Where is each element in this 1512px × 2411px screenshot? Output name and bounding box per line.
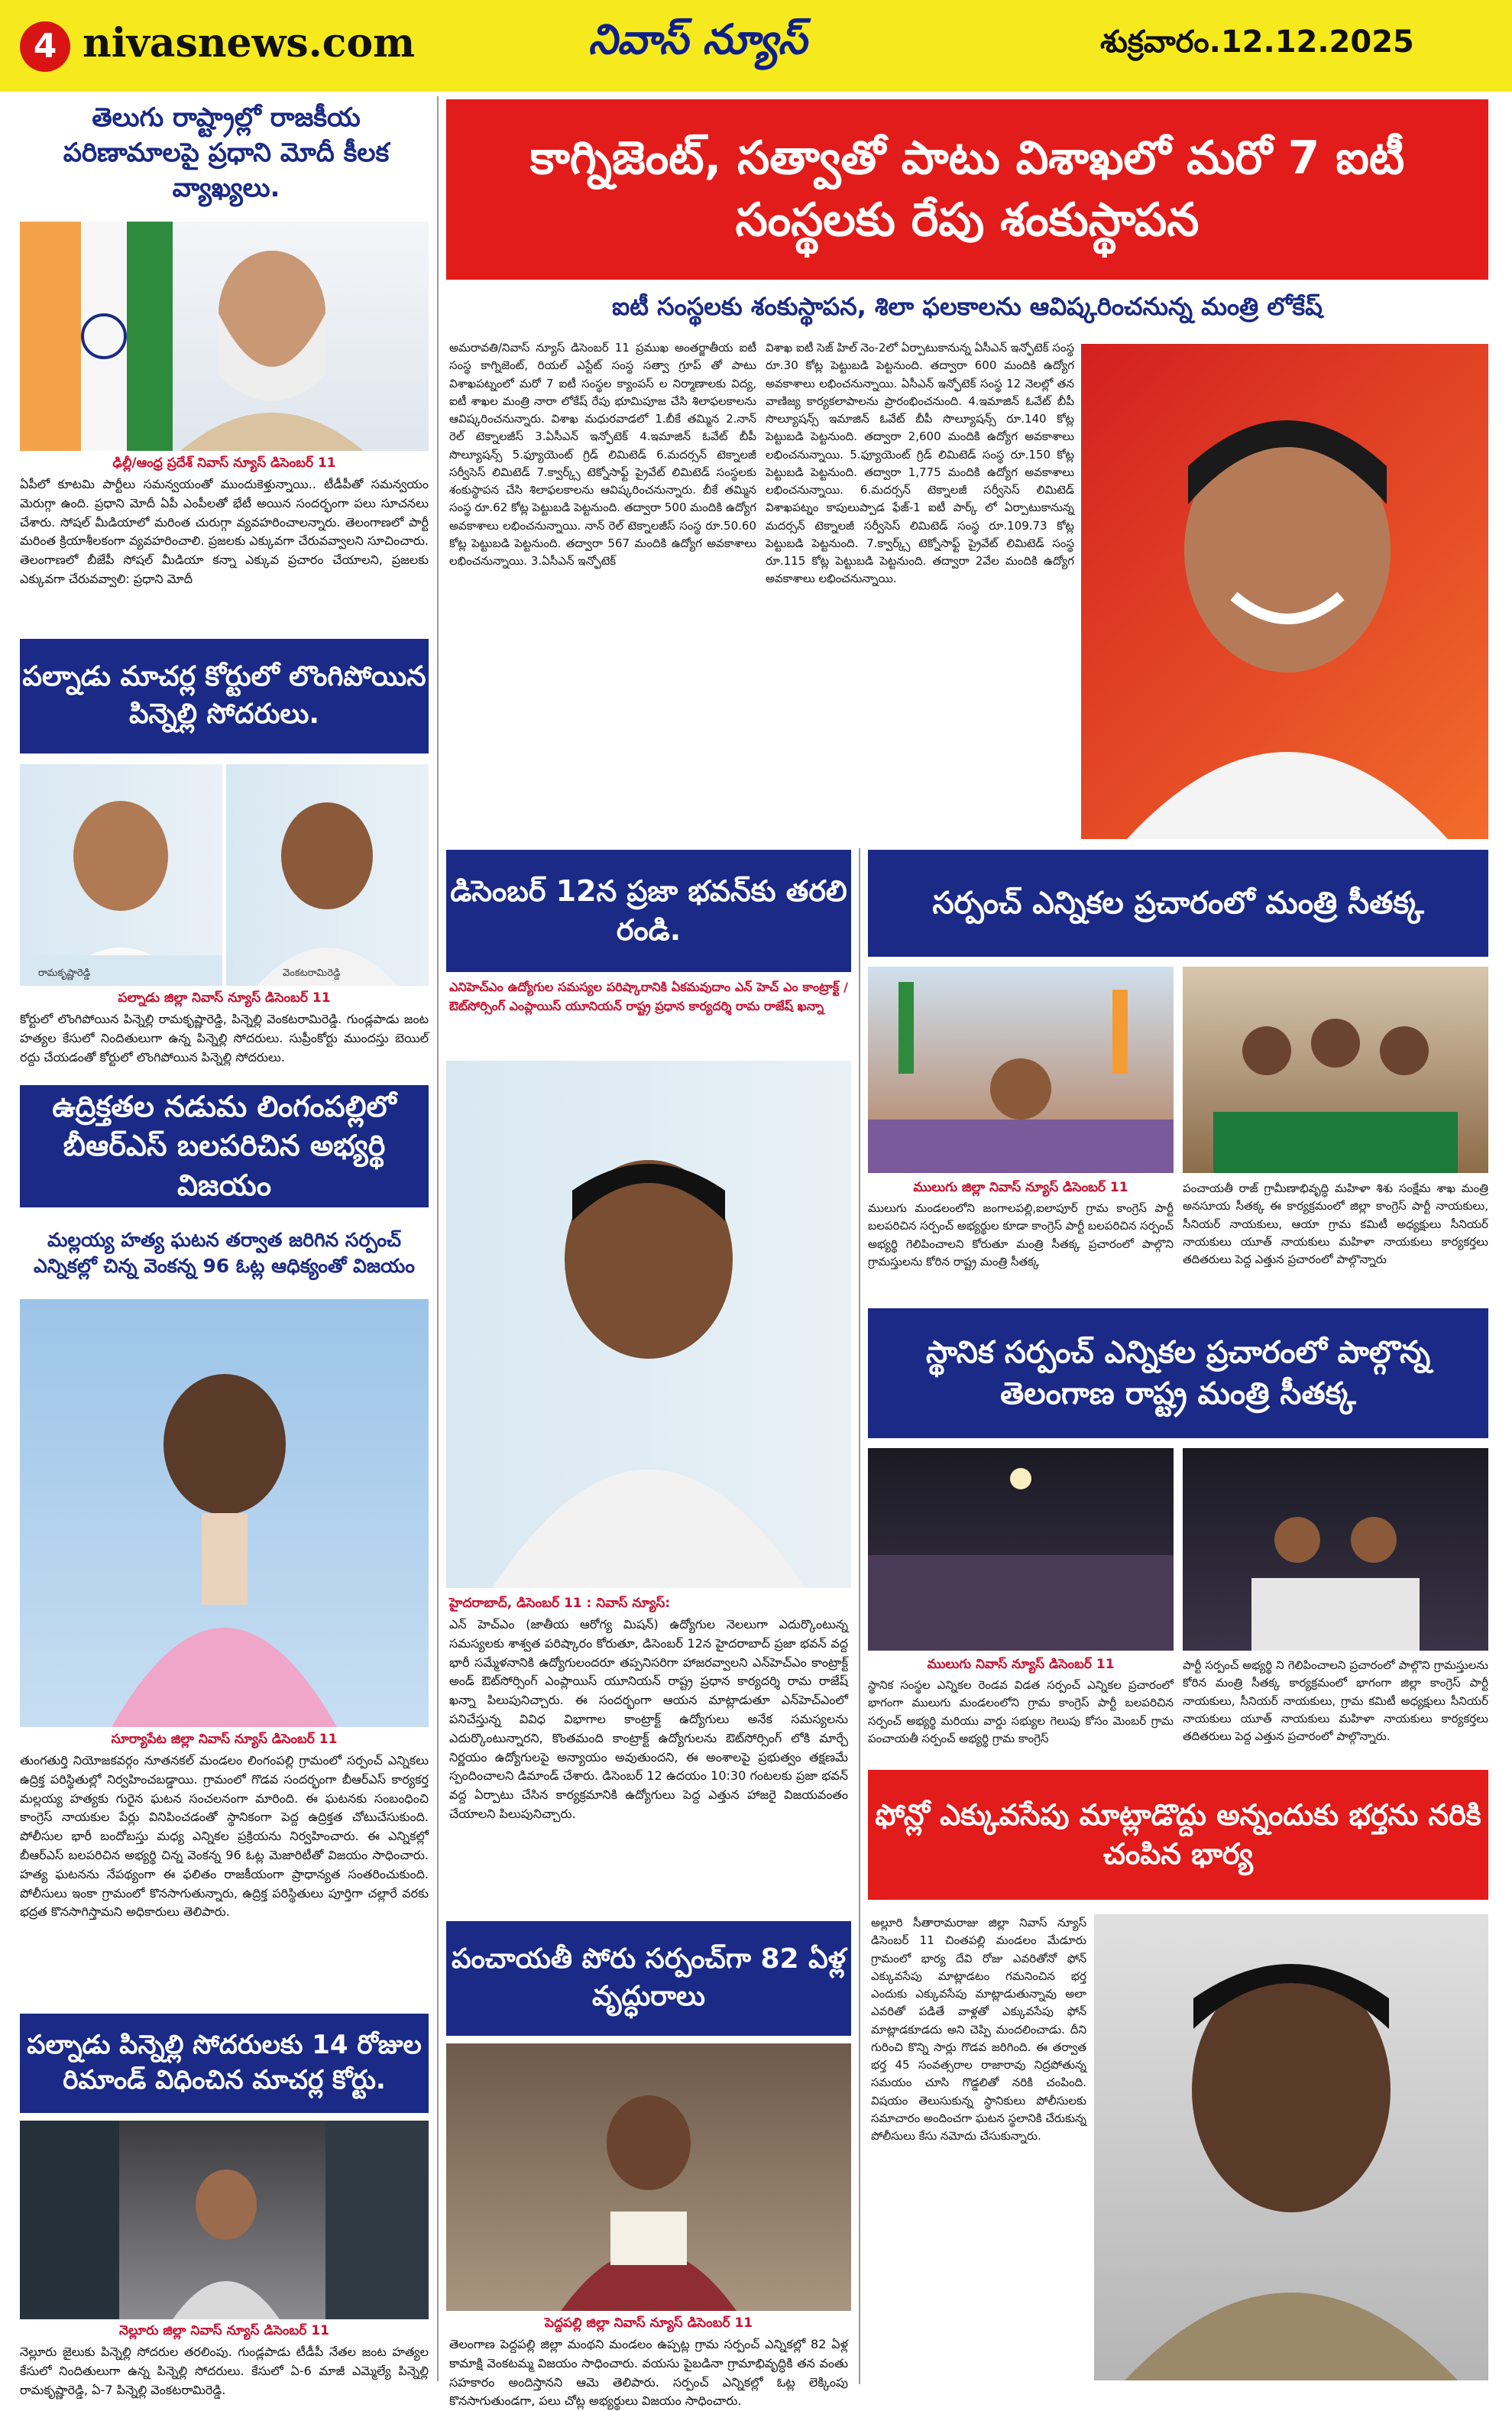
lokesh-photo <box>1081 344 1488 839</box>
pinnelli-remand-headline: పల్నాడు పిన్నెల్లి సోదరులకు 14 రోజుల రిమాండ్ విధించిన మాచర్ల కోర్టు. <box>20 2014 429 2113</box>
praja-headline: డిసెంబర్ 12న ప్రజా భవన్‌కు తరలి రండి. <box>446 850 851 972</box>
seethakka-campaign-body-left: ములుగు మండలంలోని జంగాలపల్లి,ఐలాపూర్ గ్రామ కాంగ్రెస్ పార్టీ బలపరిచిన సర్పంచ్ అభ్యర్థుల కూడా కాంగ్రెస్ పార్టీ బలపరిచిన సర్పంచ్ అభ్యర్థి గెలిపించాలని కోరుతూ మంత్రి సీతక్క ప్రచారంలో పాల్గొని గ్రామస్తులను కోరిన రాష్ట్ర మంత్రి సీతక్క <box>868 1201 1174 1269</box>
seethakka-local-body-left: స్థానిక సంస్థల ఎన్నికల రెండవ విడత సర్పంచ్ ఎన్నికల ప్రచారంలో భాగంగా ములుగు మండలంలోని గ్రామ కాంగ్రెస్ పార్టీ బలపరిచిన సర్పంచ్ అభ్యర్థి మరియు వార్డు సభ్యుల గెలుపు కోసం మెంబర్ గ్రామ పంచాయతీ సర్పంచ్ అభ్యర్థి గ్రామ కాంగ్రెస్ <box>868 1678 1174 1745</box>
pinnelli-remand-photo <box>20 2121 429 2319</box>
brs-subheadline: మల్లయ్య హత్య ఘటన తర్వాత జరిగిన సర్పంచ్ ఎన్నికల్లో చిన్న వెంకన్న 96 ఓట్ల ఆధిక్యంతో విజయం <box>34 1229 415 1277</box>
pinnelli-remand-dateline: నెల్లూరు జిల్లా నివాస్ న్యూస్ డిసెంబర్ 11 <box>119 2323 329 2338</box>
page-number: 4 <box>20 21 70 72</box>
panchayat-dateline: పెద్దపల్లి జిల్లా నివాస్ న్యూస్ డిసెంబర్ 11 <box>544 2315 753 2331</box>
seethakka-local-body-right: పార్టీ సర్పంచ్ అభ్యర్థి ని గెలిపించాలని ప్రచారంలో పాల్గొని గ్రామస్తులను కోరిన మంత్రి సీతక్క కార్యక్రమంలో భాగంగా జిల్లా కాంగ్రెస్ పార్టీ నాయకులు, సీనియర్ నాయకులు, గ్రామ కమిటీ అధ్యక్షులు సీనియర్ నాయకులు యూత్ నాయకులు మహిళా నాయకులు కార్యకర్తలు తదితరులు పెద్ద ఎత్తున ప్రచారంలో పాల్గొన్నారు. <box>1183 1658 1488 1743</box>
pinnelli-surrender-body: కోర్టులో లొంగిపోయిన పిన్నెల్లి రామకృష్ణారెడ్డి, పిన్నెల్లి వెంకటరామిరెడ్డి. గుండ్లపాడు జంట హత్యల కేసులో నిందితులుగా ఉన్న పిన్నెల్లి సోదరులు. సుప్రీంకోర్టు ముందస్తు బెయిల్ రద్దు చేయడంతో కోర్టులో లొంగిపోయిన పిన్నెల్లి సోదరులు. <box>20 1012 429 1065</box>
brs-dateline: సూర్యాపేట జిల్లా నివాస్ న్యూస్ డిసెంబర్ 11 <box>111 1732 338 1747</box>
praja-dateline: హైదరాబాద్, డిసెంబర్ 11 : నివాస్ న్యూస్: <box>449 1596 671 1611</box>
pinnelli-remand-body: నెల్లూరు జైలుకు పిన్నెల్లి సోదరుల తరలింపు. గుండ్లపాడు టీడీపీ నేతల జంట హత్యల కేసులో నిందితులుగా ఉన్న పిన్నెల్లి సోదరులు. కేసులో ఏ-6 మాజీ ఎమ్మెల్యే పిన్నెల్లి రామకృష్ణారెడ్డి, ఏ-7 పిన్నెల్లి వెంకటరామిరెడ్డి. <box>20 2345 429 2397</box>
brs-body: తుంగతుర్తి నియోజకవర్గం నూతనకల్ మండలం లింగంపల్లి గ్రామంలో సర్పంచ్ ఎన్నికలు ఉద్రిక్త పరిస్థితుల్లో నిర్వహించబడ్డాయి. గ్రామంలో గొడవ సందర్భంగా బీఆర్ఎస్ కార్యకర్త మల్లయ్య హత్యకు గురైన ఘటన సంచలనంగా మారింది. ఈ ఘటనకు సంబంధించి కాంగ్రెస్ నాయకుల పేర్లు వినిపించడంతో స్థానికంగా పెద్ద ఉద్రిక్తత చోటుచేసుకుంది. పోలీసుల భారీ బందోబస్తు మధ్య ఎన్నికల ప్రక్రియను నిర్వహించారు. ఈ ఎన్నికల్లో బీఆర్ఎస్ బలపరిచిన అభ్యర్థి చిన్న వెంకన్న 96 ఓట్ల మెజారిటీతో విజయం సాధించారు. హత్య ఘటనను నేపథ్యంగా ఈ ఫలితం రాజకీయంగా ప్రాధాన్యత సంతరించుకుంది. పోలీసులు ఇంకా గ్రామంలో కొనసాగుతున్నారు, ఉద్రిక్త పరిస్థితులు పూర్తిగా చల్లారే వరకు భద్రత కొనసాగిస్తామని అధికారులు తెలిపారు. <box>20 1753 429 1920</box>
caption-ramakrishna: రామకృష్ణారెడ్డి <box>38 967 91 979</box>
main-body-col1: అమరావతి/నివాస్ న్యూస్ డిసెంబర్ 11 ప్రముఖ అంతర్జాతీయ ఐటీ సంస్థ కాగ్నిజెంట్, రియల్ ఎస్టేట్ సంస్థ సత్వా గ్రూప్ తో పాటు విశాఖపట్నంలో మరో 7 ఐటీ సంస్థల క్యాంపస్ ల నిర్మాణాలకు విద్య, ఐటీ శాఖల మంత్రి నారా లోకేష్ రేపు భూమిపూజ చేసి శిలాఫలకాలను ఆవిష్కరించనున్నారు. విశాఖ మధురవాడలో 1.బీకే తమ్మిన 2.నాన్ రెల్ టెక్నాలజీస్ 3.ఏసీఎన్ ఇన్ఫోటెక్ 4.ఇమాజిన్ ఓవేట్ బీపీ సొల్యూషన్స్ 5.ఫ్యూయెంట్ గ్రిడ్ లిమిటెడ్ 6.మదర్సన్ టెక్నాలజీ సర్వీసెస్ లిమిటెడ్ 7.క్వార్క్స్ టెక్నోసాఫ్ట్ ప్రైవేట్ లిమిటెడ్ సంస్థలకు శంకుస్థాపన చేసి శిలాఫలకాలను ఆవిష్కరించనున్నారు. బీకే తమ్మిన సంస్థ రూ.62 కోట్ల పెట్టుబడి పెట్టనుంది. తద్వారా 500 మందికి ఉద్యోగ అవకాశాలు లభించనున్నాయి. నాన్ రెల్ టెక్నాలజీస్ సంస్థ రూ.50.60 కోట్ల పెట్టుబడి పెట్టనుంది. తద్వారా 567 మందికి ఉద్యోగ అవకాశాలు లభించనున్నాయి. 3.ఏసీఎన్ ఇన్ఫోటెక్ <box>449 341 756 568</box>
masthead-title: నివాస్ న్యూస్ <box>588 15 808 63</box>
seethakka-campaign-headline: సర్పంచ్ ఎన్నికల ప్రచారంలో మంత్రి సీతక్క <box>868 850 1488 957</box>
seethakka-night-crowd-photo <box>868 1448 1174 1651</box>
issue-date: శుక్రవారం.12.12.2025 <box>1100 24 1414 60</box>
wife-headline: ఫోన్లో ఎక్కువసేపు మాట్లాడొద్దు అన్నందుకు భర్తను నరికి చంపిన భార్య <box>868 1770 1488 1900</box>
praja-body: ఎన్ హెచ్ఎం (జాతీయ ఆరోగ్య మిషన్) ఉద్యోగుల నెలలుగా ఎదుర్కొంటున్న సమస్యలకు శాశ్వత పరిష్కారం కోరుతూ, డిసెంబర్ 12న హైదరాబాద్ ప్రజా భవన్ వద్ద భారీ సమ్మేళనానికి ఉద్యోగులందరూ తప్పనిసరిగా హాజరవ్వాలని ఎన్‌హెచ్ఎం కాంట్రాక్ట్ అండ్ ఔట్‌సోర్సింగ్ ఎంప్లాయిస్ యూనియన్ రాష్ట్ర ప్రధాన కార్యదర్శి రామ రాజేష్ ఖన్నా పిలుపునిచ్చారు. ఈ సందర్భంగా ఆయన మాట్లాడుతూ ఎన్‌హెచ్ఎంలో పనిచేస్తున్న వివిధ విభాగాల కాంట్రాక్ట్ ఉద్యోగులు అనేక సమస్యలను ఎదుర్కొంటున్నారని, కొంతమంది కాంట్రాక్ట్ ఉద్యోగులను ఔట్‌సోర్సింగ్ లోకి మార్చే నిర్ణయం ఉద్యోగులపై అన్యాయం అవుతుందని, ఈ అంశాలపై ప్రభుత్వం తక్షణమే స్పందించాలని డిమాండ్ చేశారు. డిసెంబర్ 12 ఉదయం 10:30 గంటలకు ప్రజా భవన్ వద్ద ఏర్పాటు చేసిన కార్యక్రమానికి ఉద్యోగులు పెద్ద ఎత్తున హాజరై విజయవంతం చేయాలని పిలుపునిచ్చారు. <box>449 1617 848 1821</box>
column-divider-2 <box>859 848 860 2384</box>
praja-leader-photo <box>446 1061 851 1588</box>
seethakka-local-headline: స్థానిక సర్పంచ్ ఎన్నికల ప్రచారంలో పాల్గొన్న తెలంగాణ రాష్ట్ర మంత్రి సీతక్క <box>868 1308 1488 1438</box>
pinnelli-surrender-dateline: పల్నాడు జిల్లా నివాస్ న్యూస్ డిసెంబర్ 11 <box>118 990 331 1006</box>
husband-photo <box>1094 1914 1488 2380</box>
photo-ramakrishna-reddy <box>20 764 222 986</box>
seethakka-night-stage-photo <box>1183 1448 1488 1651</box>
main-headline: కాగ్నిజెంట్, సత్వాతో పాటు విశాఖలో మరో 7 ఐటీ సంస్థలకు రేపు శంకుస్థాపన <box>446 99 1488 280</box>
seethakka-stage-photo <box>1183 967 1488 1173</box>
modi-dateline: ఢిల్లీ/ఆంధ్ర ప్రదేశ్ నివాస్ న్యూస్ డిసెంబర్ 11 <box>112 455 336 471</box>
caption-venkatarami: వెంకటరామిరెడ్డి <box>283 967 341 979</box>
brs-headline: ఉద్రిక్తతల నడుమ లింగంపల్లిలో బీఆర్ఎస్ బలపరిచిన అభ్యర్థి విజయం <box>20 1085 429 1207</box>
panchayat-photo <box>446 2043 851 2311</box>
panchayat-body: తెలంగాణ పెద్దపల్లి జిల్లా మంథని మండలం ఉప్పట్ల గ్రామ సర్పంచ్ ఎన్నికల్లో 82 ఏళ్ల కామాక్షి వెంకటమ్మ విజయం సాధించారు. వయసు పైబడినా గ్రామాభివృద్ధికి తన వంతు సహకారం అందిస్తానని ఆమె తెలిపారు. సర్పంచ్ ఎన్నికల్లో ఓట్ల లెక్కింపు కొనసాగుతుండగా, పలు చోట్ల అభ్యర్థులు విజయం సాధించారు. <box>449 2337 848 2409</box>
column-divider <box>437 96 439 2381</box>
seethakka-rally-photo <box>868 967 1174 1173</box>
praja-intro: ఎనిహెచ్ఎం ఉద్యోగుల సమస్యల పరిష్కారానికి ఏకమవుదాం ఎన్ హెచ్ ఎం కాంట్రాక్ట్ / ఔట్‌సోర్సింగ్ ఎంప్లాయిస్ యూనియన్ రాష్ట్ర ప్రధాన కార్యదర్శి రామ రాజేష్ ఖన్నా <box>449 980 848 1013</box>
seethakka-campaign-dateline: ములుగు జిల్లా నివాస్ న్యూస్ డిసెంబర్ 11 <box>913 1180 1128 1195</box>
modi-photo <box>20 222 429 451</box>
wife-body: అల్లూరి సీతారామరాజు జిల్లా నివాస్ న్యూస్ డిసెంబర్ 11 చింతపల్లి మండలం మేడూరు గ్రామంలో భార్య దేవి రోజు ఎవరితోనో ఫోన్ ఎక్కువసేపు మాట్లాడటం గమనించిన భర్త ఎందుకు ఎక్కువసేపు మాట్లాడుతున్నావు అలా ఎవరితో పడితే వాళ్లతో ఎక్కువసేపు ఫోన్ మాట్లాడకూడదు అని చెప్పి మందలించాడు. దీని గురించి కొన్ని సార్లు గొడవ జరిగింది. ఈ తర్వాత భర్త 45 సంవత్సరాల రాజారావు నిద్రపోతున్న సమయం చూసి గొడ్డలితో నరికి చంపింది. విషయం తెలుసుకున్న స్థానికులు పోలీసులకు సమాచారం అందించగా ఘటన స్థలానికి చేరుకున్న పోలీసులు కేసు నమోదు చేసుకున్నారు. <box>871 1916 1086 2143</box>
main-body-col2: విశాఖ ఐటీ సెజ్ హిల్ నెం-2లో ఏర్పాటుకానున్న ఏసీఎన్ ఇన్ఫోటెక్ సంస్థ రూ.30 కోట్ల పెట్టుబడి పెట్టనుంది. తద్వారా 600 మందికి ఉద్యోగ అవకాశాలు లభించనున్నాయి. ఏసీఎన్ ఇన్ఫోటెక్ సంస్థ 12 నెలల్లో తన వాణిజ్య కార్యకలాపాలను ప్రారంభించనుంది. 4.ఇమాజిన్ ఓవేట్ బీపీ సొల్యూషన్స్ ఇమాజిన్ ఓవేట్ బీపీ సొల్యూషన్స్ రూ.140 కోట్ల పెట్టుబడి పెట్టనుంది. తద్వారా 2,600 మందికి ఉద్యోగ అవకాశాలు లభించనున్నాయి. 5.ఫ్యూయెంట్ గ్రిడ్ లిమిటెడ్ సంస్థ రూ.150 కోట్ల పెట్టుబడి పెట్టనుంది. తద్వారా 1,775 మందికి ఉద్యోగ అవకాశాలు లభించనున్నాయి. 6.మదర్సన్ టెక్నాలజీ సర్వీసెస్ లిమిటెడ్ విశాఖపట్నం కాపులుప్పాడ ఫేజ్-1 ఐటీ పార్క్ లో ఏర్పాటుకానున్న మదర్సన్ టెక్నాలజీ సర్వీసెస్ లిమిటెడ్ సంస్థ రూ.109.73 కోట్ల పెట్టుబడి పెట్టనుంది. 7.క్వార్క్స్ టెక్నోసాఫ్ట్ ప్రైవేట్ లిమిటెడ్ సంస్థ రూ.115 కోట్ల పెట్టుబడి పెట్టనుంది. తద్వారా 2వేల మందికి ఉద్యోగ అవకాశాలు లభించనున్నాయి. <box>766 341 1074 586</box>
seethakka-local-dateline: ములుగు నివాస్ న్యూస్ డిసెంబర్ 11 <box>927 1657 1115 1672</box>
site-name[interactable]: nivasnews.com <box>83 20 416 66</box>
photo-venkatarami-reddy <box>226 764 429 986</box>
brs-candidate-photo <box>20 1299 429 1727</box>
modi-body: ఏపీలో కూటమి పార్టీలు సమన్వయంతో ముందుకెళ్తున్నాయి.. టీడీపీతో సమన్వయం మెరుగ్గా ఉంది. ప్రధాని మోదీ ఏపీ ఎంపీలతో భేటీ అయిన సందర్భంగా పలు సూచనలు చేశారు. సోషల్ మీడియాలో మరింత చురుగ్గా వ్యవహరించాలన్నారు. తెలంగాణలో పార్టీ మరింత క్రియాశీలకంగా వ్యవహరించాలి. ప్రజలకు ఎక్కువగా చేరువవ్వాలని సూచించారు. తెలంగాణలో బీజేపీ సోషల్ మీడియా కన్నా ఎక్కువ ప్రచారం చేయాలని, ప్రజలకు ఎక్కువగా చేరువవ్వాలి: ప్రధాని మోదీ <box>20 477 429 586</box>
modi-headline: తెలుగు రాష్ట్రాల్లో రాజకీయ పరిణామాలపై ప్రధాని మోదీ కీలక వ్యాఖ్యలు. <box>20 96 432 211</box>
panchayat-headline: పంచాయతీ పోరు సర్పంచ్‌గా 82 ఏళ్ల వృద్ధురాలు <box>446 1921 851 2036</box>
pinnelli-surrender-headline: పల్నాడు మాచర్ల కోర్టులో లొంగిపోయిన పిన్నెల్లి సోదరులు. <box>20 639 429 753</box>
main-subheadline: ఐటీ సంస్థలకు శంకుస్థాపన, శిలా ఫలకాలను ఆవిష్కరించనున్న మంత్రి లోకేష్ <box>612 292 1323 322</box>
seethakka-campaign-body-right: పంచాయతీ రాజ్ గ్రామీణాభివృద్ధి మహిళా శిశు సంక్షేమ శాఖ మంత్రి అనసూయ సీతక్క ఈ కార్యక్రమంలో జిల్లా కాంగ్రెస్ పార్టీ నాయకులు, సీనియర్ నాయకులు, ఆయా గ్రామ కమిటీ అధ్యక్షులు సీనియర్ నాయకులు యూత్ నాయకులు మహిళా నాయకులు కార్యకర్తలు తదితరులు పెద్ద ఎత్తున ప్రచారంలో పాల్గొన్నారు <box>1183 1181 1488 1266</box>
